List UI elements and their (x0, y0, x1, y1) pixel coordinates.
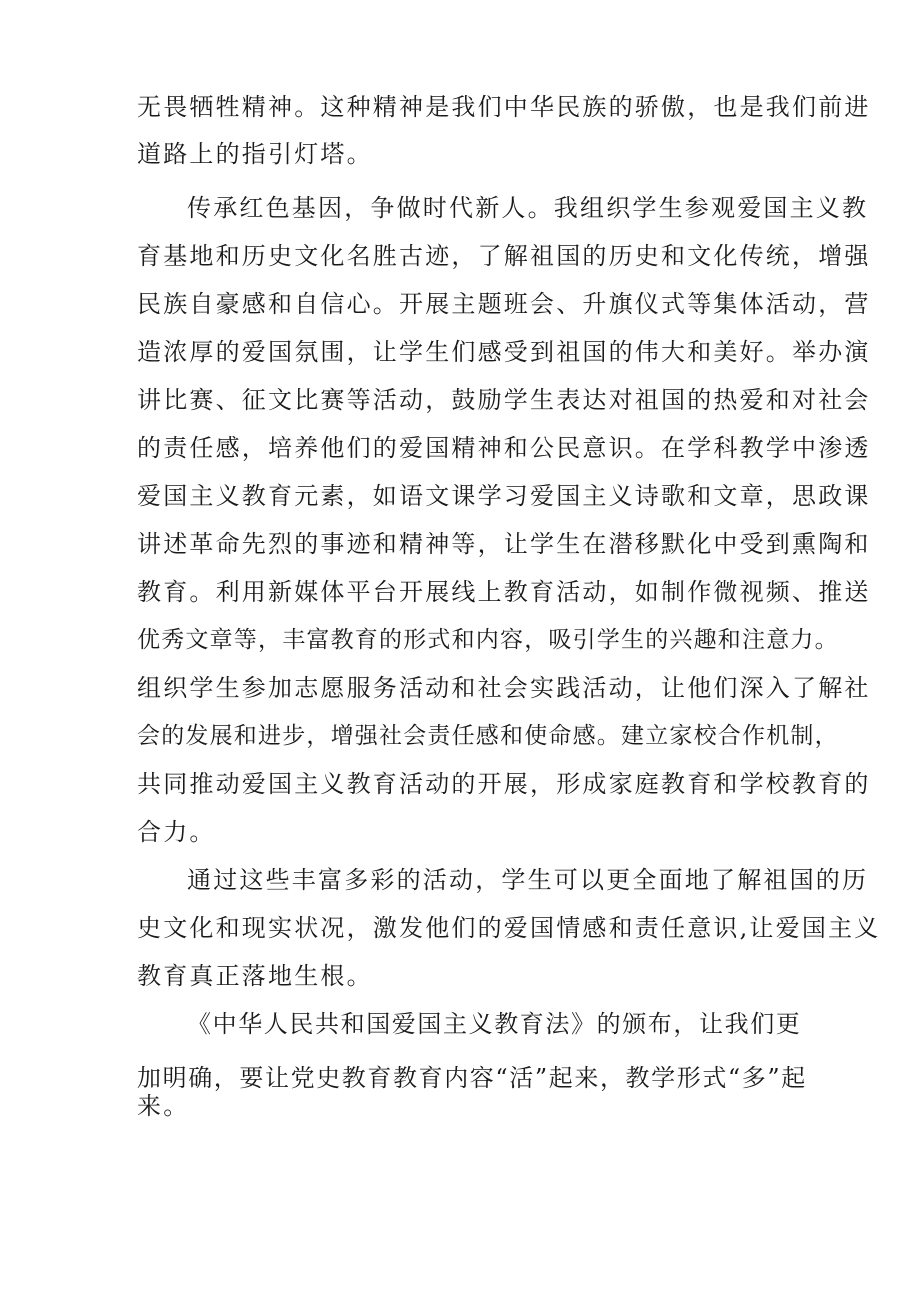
text-line: 合力。 (137, 818, 216, 846)
text-line: 讲述革命先烈的事迹和精神等，让学生在潜移默化中受到熏陶和 (137, 530, 871, 558)
text-line: 的责任感，培养他们的爱国精神和公民意识。在学科教学中渗透 (137, 434, 871, 462)
text-line: 民族自豪感和自信心。开展主题班会、升旗仪式等集体活动，营 (137, 290, 871, 318)
text-line: 育基地和历史文化名胜古迹，了解祖国的历史和文化传统，增强 (137, 242, 871, 270)
text-line: 共同推动爱国主义教育活动的开展，形成家庭教育和学校教育的 (137, 770, 871, 798)
text-line: 组织学生参加志愿服务活动和社会实践活动，让他们深入了解社 (137, 674, 871, 702)
text-line: 教育真正落地生根。 (137, 962, 373, 990)
text-line: 加明确，要让党史教育教育内容“活”起来，教学形式“多”起 (137, 1064, 807, 1092)
paragraph-first-line: 《中华人民共和国爱国主义教育法》的颁布，让我们更 (187, 1010, 802, 1038)
text-line: 爱国主义教育元素，如语文课学习爱国主义诗歌和文章，思政课 (137, 482, 871, 510)
text-line: 教育。利用新媒体平台开展线上教育活动，如制作微视频、推送 (137, 578, 871, 606)
text-line: 史文化和现实状况，激发他们的爱国情感和责任意识,让爱国主义 (137, 914, 881, 942)
text-line: 道路上的指引灯塔。 (137, 140, 373, 168)
paragraph-first-line: 传承红色基因，争做时代新人。我组织学生参观爱国主义教 (187, 194, 869, 222)
text-line: 讲比赛、征文比赛等活动，鼓励学生表达对祖国的热爱和对社会 (137, 386, 871, 414)
text-line: 来。 (137, 1092, 190, 1120)
text-line: 优秀文章等，丰富教育的形式和内容，吸引学生的兴趣和注意力。 (137, 627, 839, 653)
text-line: 无畏牺牲精神。这种精神是我们中华民族的骄傲，也是我们前进 (137, 93, 871, 121)
text-line: 会的发展和进步，增强社会责任感和使命感。建立家校合作机制， (137, 723, 839, 749)
text-line: 造浓厚的爱国氛围，让学生们感受到祖国的伟大和美好。举办演 (137, 338, 871, 366)
paragraph-first-line: 通过这些丰富多彩的活动，学生可以更全面地了解祖国的历 (187, 866, 869, 894)
